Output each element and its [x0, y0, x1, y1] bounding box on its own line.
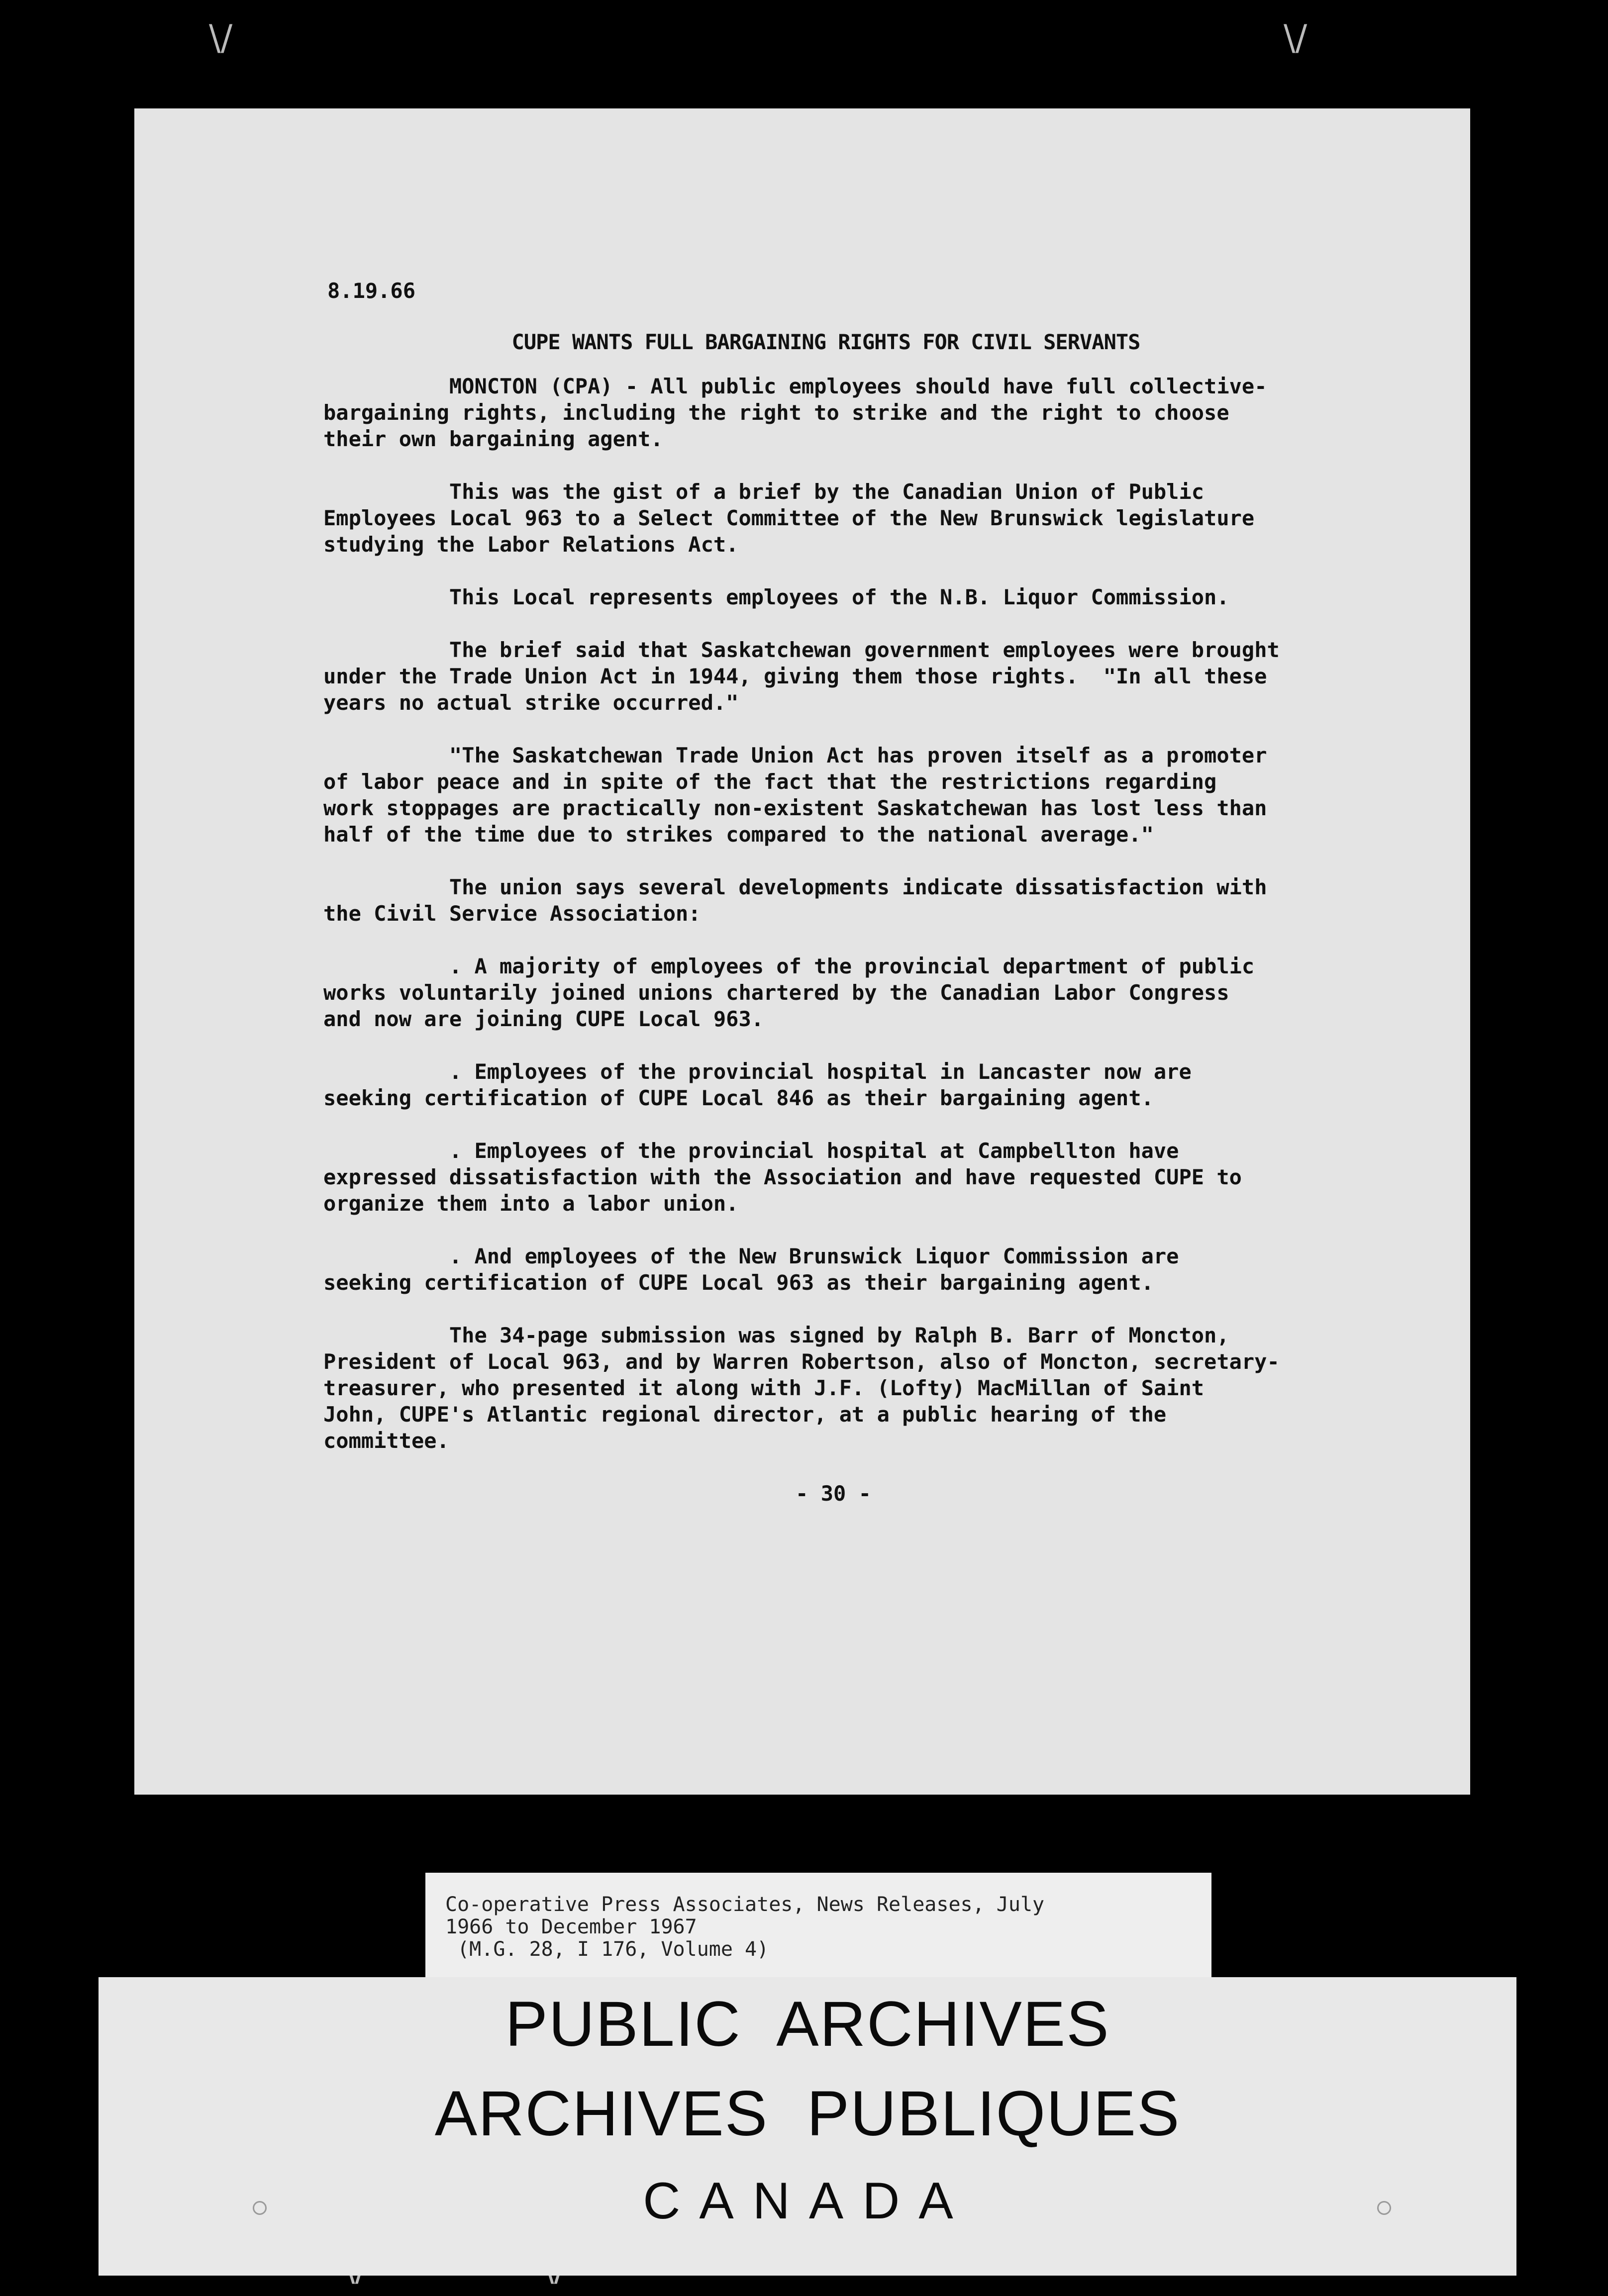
page-number: - 30 - — [796, 1481, 871, 1506]
paragraph: "The Saskatchewan Trade Union Act has proven itself as a promoter of labor peace and in spite of the fact that the restrictions regarding work stoppages are practically non-existent Saskatchewan has lost less than half of the time due to strikes compared to the national average." — [323, 743, 1267, 847]
collection-label-card — [425, 1873, 1211, 1980]
archives-banner — [99, 1977, 1516, 2276]
label-line-2: 1966 to December 1967 — [445, 1915, 697, 1938]
banner-title-english: PUBLIC ARCHIVES — [505, 1989, 1110, 2060]
label-line-3: (M.G. 28, I 176, Volume 4) — [445, 1938, 769, 1961]
paragraph: . And employees of the New Brunswick Liquor Commission are seeking certification of CUPE Local 963 as their bargaining agent. — [323, 1244, 1179, 1295]
document-page — [134, 108, 1470, 1795]
paragraph: This was the gist of a brief by the Canadian Union of Public Employees Local 963 to a Select Committee of the New Brunswick legislature studying the Labor Relations Act. — [323, 479, 1255, 557]
paragraph: . Employees of the provincial hospital at Campbellton have expressed dissatisfaction with the Association and have requested CUPE to organize them into a labor union. — [323, 1139, 1242, 1216]
document-headline: CUPE WANTS FULL BARGAINING RIGHTS FOR CIVIL SERVANTS — [511, 330, 1140, 354]
registration-dot-right — [1377, 2201, 1391, 2215]
paragraph: The brief said that Saskatchewan government employees were brought under the Trade Union Act in 1944, giving them those rights. "In all these years no actual strike occurred." — [323, 638, 1280, 715]
banner-title-french: ARCHIVES PUBLIQUES — [434, 2078, 1181, 2149]
registration-dot-left — [253, 2201, 267, 2215]
film-notch-mark-top-left: \/ — [209, 17, 233, 58]
banner-country: CANADA — [643, 2172, 972, 2230]
paragraph: The union says several developments indicate dissatisfaction with the Civil Service Association: — [323, 875, 1267, 926]
document-body — [323, 278, 1358, 1507]
paragraph: . A majority of employees of the provincial department of public works voluntarily joined unions chartered by the Canadian Labor Congress and now are joining CUPE Local 963. — [323, 954, 1255, 1031]
film-notch-mark-top-right: \/ — [1284, 17, 1307, 58]
paragraph: . Employees of the provincial hospital in Lancaster now are seeking certification of CUPE Local 846 as their bargaining agent. — [323, 1059, 1192, 1110]
document-date: 8.19.66 — [327, 279, 416, 303]
paragraph: MONCTON (CPA) - All public employees should have full collective- bargaining rights, including the right to strike and the right to choose their own bargaining agent. — [323, 374, 1267, 451]
label-line-1: Co-operative Press Associates, News Releases, July — [445, 1893, 1045, 1916]
paragraph: The 34-page submission was signed by Ralph B. Barr of Moncton, President of Local 963, and by Warren Robertson, also of Moncton, secretary- treasurer, who presented it along with J.F. (Lofty) MacMillan of Saint John, CUPE's Atlantic regional director, at a public hearing of the committee. — [323, 1323, 1280, 1453]
paragraph: This Local represents employees of the N.B. Liquor Commission. — [323, 585, 1229, 609]
